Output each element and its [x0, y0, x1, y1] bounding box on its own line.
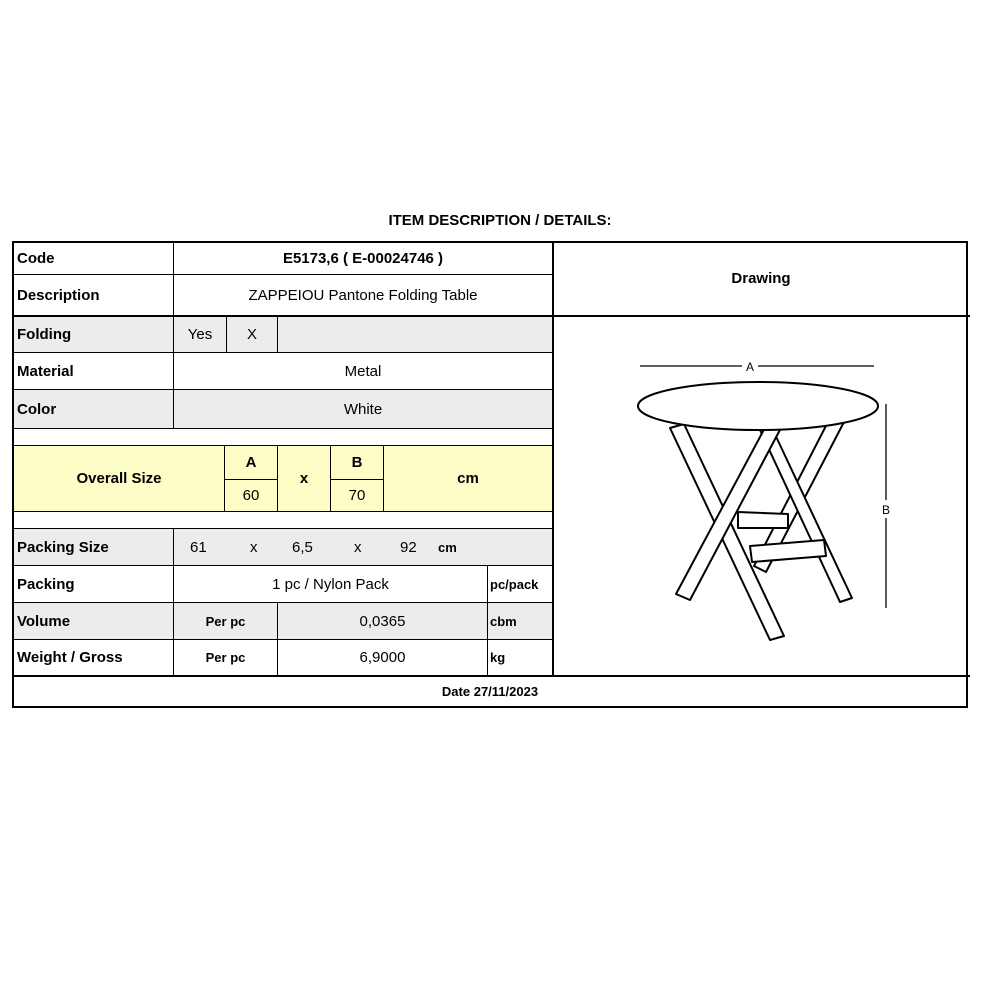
overall-size-label: Overall Size: [14, 446, 224, 511]
packing-size-label: Packing Size: [14, 529, 173, 565]
packing-dim-2: 6,5: [292, 538, 313, 556]
packing-value: 1 pc / Nylon Pack: [272, 575, 389, 593]
table-drawing: [620, 350, 910, 650]
dimension-a-text: A: [745, 360, 755, 374]
packing-dim-1: 61: [190, 538, 207, 556]
drawing-header: Drawing: [731, 269, 791, 287]
table-stretcher-lower: [750, 540, 826, 562]
packing-x-2: x: [354, 538, 362, 556]
packing-size-values: [174, 529, 552, 565]
packing-dim-3: 92: [400, 538, 417, 556]
table-stretcher-upper: [738, 512, 788, 528]
weight-value: 6,9000: [359, 649, 406, 666]
packing-label: Packing: [17, 575, 75, 593]
color-label: Color: [14, 390, 173, 428]
table-top: [638, 382, 878, 430]
folding-yes: Yes: [174, 317, 226, 352]
description-value: ZAPPEIOU Pantone Folding Table: [248, 286, 478, 304]
volume-per: Per pc: [174, 603, 277, 639]
dimension-b-text: B: [881, 503, 891, 517]
packing-unit: pc/pack: [490, 576, 539, 592]
color-value: White: [174, 390, 552, 428]
dimension-a-value: 60: [225, 480, 277, 511]
folding-mark: X: [227, 317, 277, 352]
weight-per: Per pc: [205, 650, 246, 665]
code-label: Code: [17, 250, 55, 267]
folding-empty: [278, 317, 552, 352]
code-value: E5173,6 ( E-00024746 ): [282, 250, 444, 267]
footer-date: Date 27/11/2023: [441, 684, 539, 699]
packing-x-1: x: [250, 538, 258, 556]
description-label: Description: [17, 286, 100, 304]
dimension-separator: x: [278, 446, 330, 511]
dimension-a-label: A: [225, 446, 277, 479]
dimension-b-label: B: [331, 446, 383, 479]
sheet-title: ITEM DESCRIPTION / DETAILS:: [388, 212, 612, 229]
weight-unit: kg: [490, 650, 506, 665]
material-label: Material: [17, 362, 74, 380]
folding-label: Folding: [14, 317, 173, 352]
volume-value: 0,0365: [278, 603, 487, 639]
weight-label: Weight / Gross: [17, 649, 123, 666]
volume-label: Volume: [14, 603, 173, 639]
volume-unit: cbm: [488, 603, 552, 639]
dimension-b-value: 70: [331, 480, 383, 511]
material-value: Metal: [344, 362, 382, 380]
overall-size-unit: cm: [384, 446, 552, 511]
packing-size-unit: cm: [438, 539, 457, 555]
